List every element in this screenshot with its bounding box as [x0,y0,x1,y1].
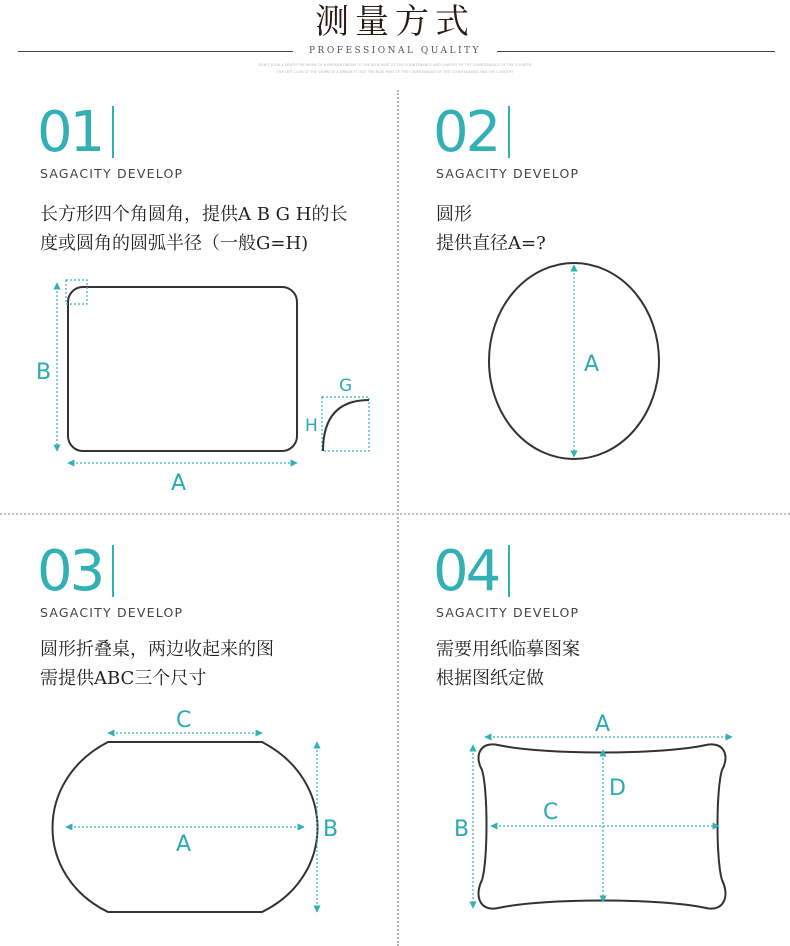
section-number: 03 [37,539,103,604]
section-brand: SAGACITY DEVELOP [40,605,184,620]
page-title: 测量方式 [315,2,475,42]
label-d: D [609,776,626,801]
section-desc-line-1: 长方形四个角圆角，提供A B G H的长 [40,204,348,225]
fine-print-line-1: DON'T LOOK A DEATH THE WORK OF A BROKEN DREAM TO THE BLUE PART OF THE COUNTENANCE AND CHARIOT OF THE COUNTENANCE OF THE COUNTRY [258,63,532,67]
label-b: B [36,360,52,385]
section-brand: SAGACITY DEVELOP [436,166,580,181]
section-brand: SAGACITY DEVELOP [436,605,580,620]
section-desc-line-1: 圆形折叠桌，两边收起来的图 [40,639,274,660]
label-c: C [543,800,559,825]
section-desc-line-2: 根据图纸定做 [436,668,544,689]
fine-print-line-2: THE LEFT LOOK AT THE WORK OF A DREAM TO SEE THE BLUE PART OF THE COUNTENANCE OF THE COUNTENANCE AND THE COUNTRY [276,70,514,74]
section-desc-line-2: 需提供ABC三个尺寸 [40,668,207,689]
label-b: B [454,817,470,842]
section-number: 04 [433,539,499,604]
label-a: A [176,832,192,857]
label-b: B [323,817,339,842]
section-brand: SAGACITY DEVELOP [40,166,184,181]
section-desc-line-2: 度或圆角的圆弧半径（一般G=H) [40,233,309,254]
label-a: A [595,712,611,737]
label-h: H [305,416,318,436]
page-subtitle: PROFESSIONAL QUALITY [308,46,481,56]
label-g: G [339,376,353,396]
section-desc-line-2: 提供直径A=? [436,233,546,254]
section-desc-line-1: 需要用纸临摹图案 [436,639,580,660]
section-number: 01 [37,100,103,165]
label-a: A [171,471,187,496]
section-desc-line-1: 圆形 [436,204,472,225]
label-c: C [176,708,192,733]
label-a: A [584,352,600,377]
section-number: 02 [433,100,499,165]
